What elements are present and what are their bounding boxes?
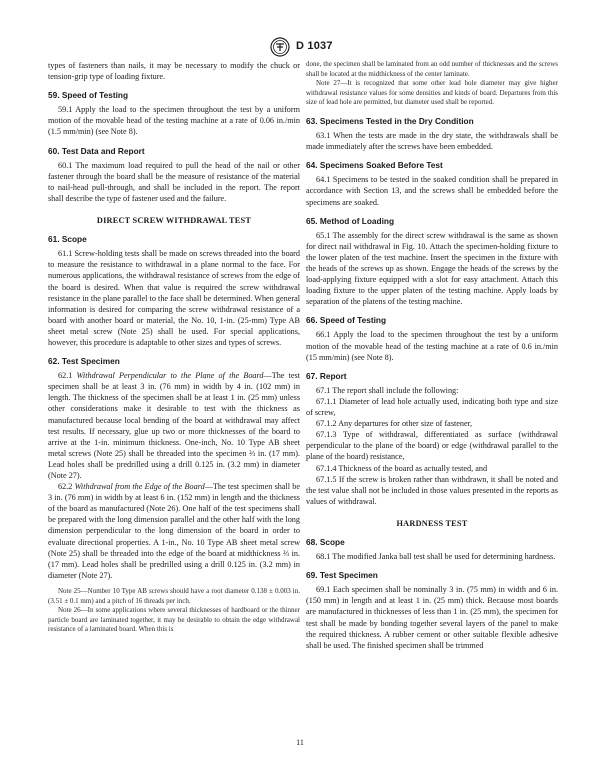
note-continued: done, the specimen shall be laminated from an odd number of thicknesses and the screws shall be located at the midthickness of the center laminate. <box>306 60 558 78</box>
paragraph: 67.1.5 If the screw is broken rather than withdrawn, it shall be noted and the test value shall not be included in those values presented in the reports as values of withdrawal. <box>306 474 558 506</box>
paragraph: 66.1 Apply the load to the specimen throughout the test by a uniform motion of the movable head of the testing machine at a rate of 0.6 in./min (15 mm/min) (see Note 8). <box>306 330 558 362</box>
paragraph: 60.1 The maximum load required to pull the head of the nail or other fastener through the board shall be the measure of resistance of the material to nail-head pull-through, and shall be included in the report. The report shall describe the type of fastener used and the failure. <box>48 160 300 203</box>
paragraph: 67.1.4 Thickness of the board as actually tested, and <box>316 463 488 473</box>
section-heading: 65. Method of Loading <box>306 215 395 226</box>
astm-logo <box>270 37 290 57</box>
section-heading: 68. Scope <box>306 536 345 547</box>
section-heading: 60. Test Data and Report <box>48 145 145 156</box>
clause-number: 62.2 <box>58 482 75 492</box>
section-heading: 66. Speed of Testing <box>306 315 387 326</box>
paragraph: 69.1 Each specimen shall be nominally 3 in. (75 mm) in width and 6 in. (150 mm) in length and at least 1 in. (25 mm) thick. Because most boards are manufactured in thicknesses of less than 1 in. (25 mm), the specimen for test shall be made by bonding together several layers of the panel to make the required thickness. A rubber cement or other suitable flexible adhesive shall be used. The finished specimen shall be trimmed <box>306 585 558 650</box>
paragraph: 67.1.1 Diameter of lead hole actually used, indicating both type and size of screw, <box>306 396 558 418</box>
note: Note 26—In some applications where several thicknesses of hardboard or the thinner particle board are laminated together, it may be desirable to obtain the edge withdrawal resistance of a laminated board. When this is <box>48 606 300 634</box>
paragraph: 64.1 Specimens to be tested in the soaked condition shall be prepared in accordance with Section 13, and the screws shall be embedded before the specimens are soaked. <box>306 175 558 207</box>
right-column <box>306 60 558 651</box>
section-heading: 61. Scope <box>48 234 87 245</box>
test-title: DIRECT SCREW WITHDRAWAL TEST <box>96 216 252 226</box>
paragraph: 67.1.3 Type of withdrawal, differentiated as surface (withdrawal perpendicular to the plane of the board) or edge (withdrawal parallel to the plane of the board) resistance, <box>306 430 558 462</box>
paragraph <box>48 370 300 481</box>
paragraph: types of fasteners than nails, it may be necessary to modify the chuck or tension-grip type of loading fixture. <box>48 61 300 82</box>
paragraph: 65.1 The assembly for the direct screw withdrawal is the same as shown for direct nail withdrawal in Fig. 10. Attach the specimen-holding fixture to the lower platen of the test machine. Insert the specimen in the fixture with the heads of the screws up as shown. Engage the heads of the screws by the load-applying fixture equipped with a slot for easy attachment. Attach this loading fixture to the upper platen of the testing machine. Apply loads by separation of the platens of the testing machine. <box>306 230 558 307</box>
clause-number: 62.1 <box>58 371 77 381</box>
paragraph: 61.1 Screw-holding tests shall be made on screws threaded into the board to measure the resistance to withdrawal in a plane normal to the face. For numerous applications, the withdrawal resistance of screws from the edge of the board is desired. When that value is required the screw withdrawal resistance in the plane parallel to the face shall be determined. When general information is desired for comparing the screw withdrawal resistance of a board with another board or material, the No. 10, 1-in. (25-mm) Type AB sheet metal screw (Note 25) shall be used. For special applications, however, this procedure is adaptable to other sizes and types of screws. <box>48 249 300 347</box>
test-title: HARDNESS TEST <box>396 518 468 528</box>
paragraph: 67.1.2 Any departures for other size of fastener, <box>316 419 473 429</box>
section-heading: 69. Test Specimen <box>306 570 378 581</box>
section-heading: 64. Specimens Soaked Before Test <box>306 160 443 171</box>
section-heading: 67. Report <box>306 370 347 381</box>
section-heading: 59. Speed of Testing <box>48 90 129 101</box>
paragraph: 68.1 The modified Janka ball test shall be used for determining hardness. <box>316 552 556 562</box>
left-column <box>48 60 300 635</box>
section-heading: 62. Test Specimen <box>48 356 120 367</box>
paragraph: 63.1 When the tests are made in the dry state, the withdrawals shall be made immediately after the screws have been embedded. <box>306 131 558 152</box>
paragraph <box>48 481 300 581</box>
section-heading: 63. Specimens Tested in the Dry Condition <box>306 115 474 126</box>
document-id: D 1037 <box>296 40 333 52</box>
page-number: 11 <box>296 738 304 747</box>
clause-text: —The test specimen shall be 3 in. (76 mm) in width by at least 6 in. (152 mm) in length and the thickness of the board as manufactured (Note 26). One half of the test specimens shall be prepared with the long dimension parallel and the other half with the long dimension perpendicular to the long dimension of the board in order to evaluate directional properties. A 1-in., No. 10 Type AB sheet metal screw (Note 25) shall be threaded into the edge of the board at midthickness ⅔ in. (17 mm). Lead holes shall be predrilled using a drill 0.125 in. (3.2 mm) in diameter (Note 27). <box>48 482 300 580</box>
clause-subtitle: Withdrawal from the Edge of the Board <box>74 482 205 492</box>
note: Note 25—Number 10 Type AB screws should have a root diameter 0.138 ± 0.003 in. (3.51 ± 0.1 mm) and a pitch of 16 threads per inch. <box>48 586 300 605</box>
clause-subtitle: Withdrawal Perpendicular to the Plane of the Board <box>76 371 264 381</box>
paragraph: 59.1 Apply the load to the specimen throughout the test by a uniform motion of the movable head of the testing machine at a rate of 0.06 in./min (1.5 mm/min) (see Note 8). <box>48 105 300 137</box>
paragraph: 67.1 The report shall include the following: <box>316 385 459 395</box>
note: Note 27—It is recognized that some other lead hole diameter may give higher withdrawal resistance values for some densities and kinds of board. Departures from this size of lead hole are permitted, but diameter used shall be reported. <box>306 79 558 107</box>
clause-text: —The test specimen shall be at least 3 in. (76 mm) in width by 4 in. (102 mm) in length. The thickness of the specimen shall be at least 1 in. (25 mm) unless other considerations make it desirable to test with the thickness as manufactured because local bending of the board at withdrawal may affect test results. If necessary, glue up two or more thicknesses of the board to arrive at the 1-in. minimum thickness. One-inch, No. 10 Type AB sheet metal screws (Note 25) shall be threaded into the specimen ⅔ in. (17 mm). Lead holes shall be predrilled using a drill 0.125 in. (3.2 mm) in diameter (Note 27). <box>48 371 301 480</box>
